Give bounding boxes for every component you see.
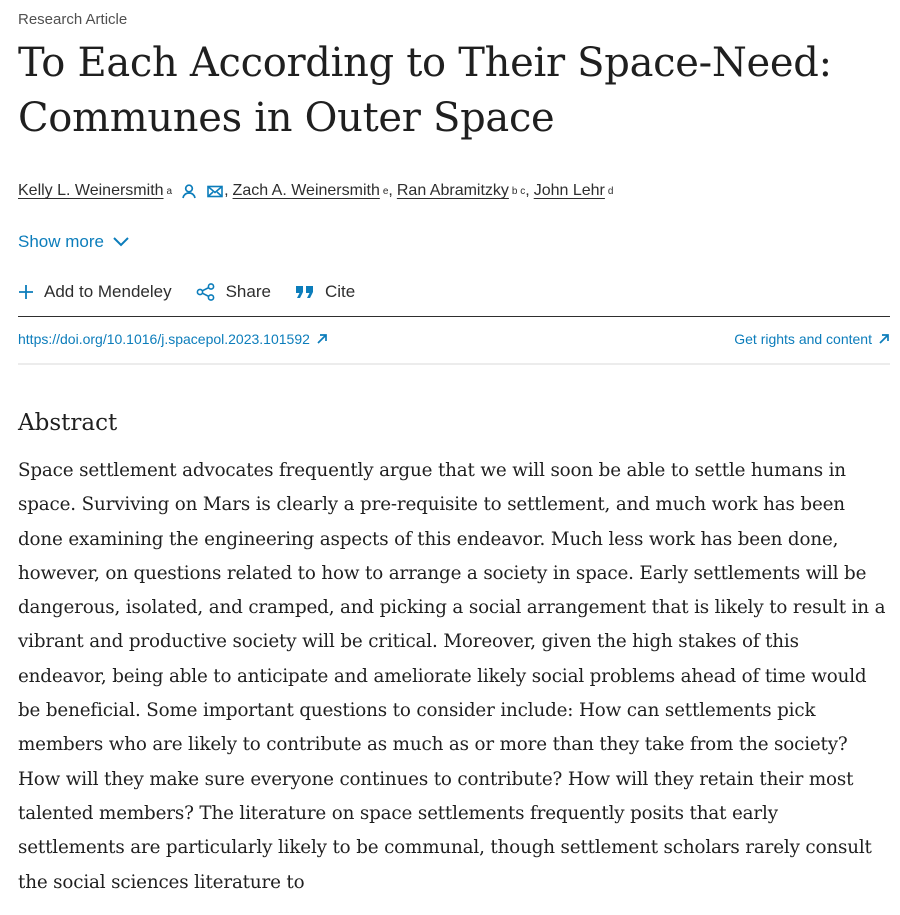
author-link[interactable]: Zach A. Weinersmith xyxy=(232,182,380,199)
abstract-text: Space settlement advocates frequently argue that we will soon be able to settle humans in space. Surviving on Mars is clearly a pre-requisite to settlement, and much work has been done examining the engineering aspects of this endeavor. Much less work has been done, however, on questions related to how to arrange a society in space. Early settlements will be dangerous, isolated, and cramped, and picking a social arrangement that is likely to result in a vibrant and productive society will be critical. Moreover, given the high stakes of this endeavor, being able to anticipate and ameliorate likely social problems ahead of time would be beneficial. Some important questions to consider include: How can settlements pick members who are likely to contribute as much as or more than they take from the society? How will they make sure everyone continues to contribute? How will they retain their most talented members? The literature on space settlements frequently posits that early settlements are particularly likely to be communal, though settlement scholars rarely consult the social sciences literature to xyxy=(18,460,886,893)
share-label: Share xyxy=(225,282,271,301)
external-link-icon xyxy=(878,333,890,345)
rights-text: Get rights and content xyxy=(734,331,872,347)
article-type: Research Article xyxy=(18,11,128,28)
cite-button[interactable] xyxy=(295,282,355,302)
author-separator: , xyxy=(388,182,393,199)
chevron-down-icon xyxy=(112,236,130,248)
show-more-button[interactable] xyxy=(18,232,130,252)
add-to-mendeley-button[interactable] xyxy=(18,282,172,302)
get-rights-link[interactable] xyxy=(734,331,890,347)
article-header xyxy=(18,0,890,900)
article-title xyxy=(18,36,890,146)
title-line-2: Communes in Outer Space xyxy=(18,95,555,141)
title-line-1: To Each According to Their Space-Need: xyxy=(18,40,832,86)
action-bar xyxy=(18,282,890,302)
doi-row xyxy=(18,331,890,347)
abstract-heading: Abstract xyxy=(18,410,118,436)
author-affiliation: e xyxy=(382,185,389,197)
doi-text: https://doi.org/10.1016/j.spacepol.2023.101592 xyxy=(18,331,310,347)
share-button[interactable] xyxy=(196,282,271,302)
mendeley-label: Add to Mendeley xyxy=(44,282,172,301)
author-affiliation: a xyxy=(166,185,173,197)
author-link[interactable]: Ran Abramitzky xyxy=(396,182,509,199)
email-icon[interactable] xyxy=(206,182,224,200)
cite-label: Cite xyxy=(324,282,356,301)
quote-icon xyxy=(295,285,315,299)
divider xyxy=(18,363,890,365)
divider xyxy=(18,316,890,317)
doi-link[interactable] xyxy=(18,331,328,347)
show-more-label: Show more xyxy=(18,232,104,251)
author-separator: , xyxy=(224,182,229,199)
author-link[interactable]: John Lehr xyxy=(533,182,605,199)
author-link[interactable]: Kelly L. Weinersmith xyxy=(18,182,164,199)
author-list xyxy=(18,179,890,203)
share-icon xyxy=(196,283,216,301)
author-affiliation: d xyxy=(607,185,614,197)
person-icon[interactable] xyxy=(180,182,198,200)
author-affiliation: b c xyxy=(511,185,526,197)
author-separator: , xyxy=(525,182,530,199)
plus-icon xyxy=(18,284,34,300)
external-link-icon xyxy=(316,333,328,345)
